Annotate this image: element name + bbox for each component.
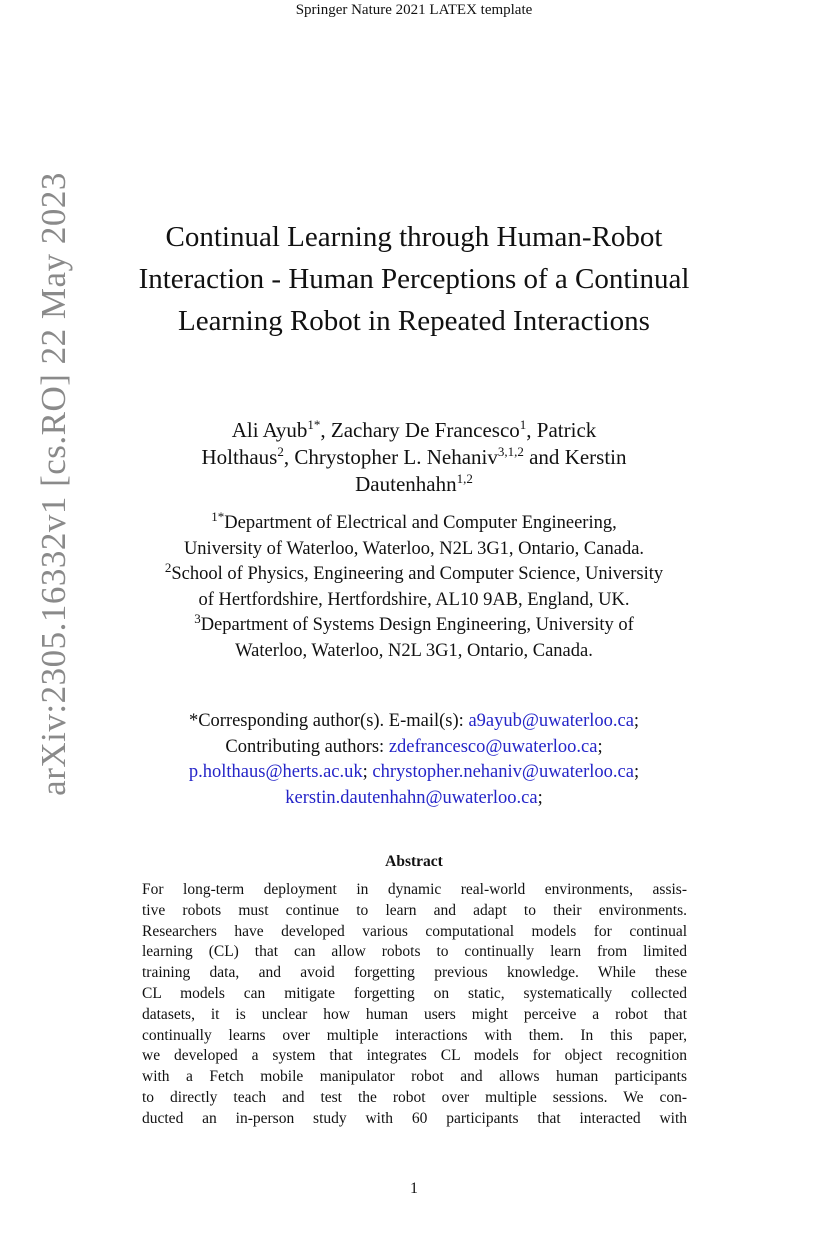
author-name-first: Kerstin bbox=[564, 445, 627, 469]
corresponding-label: *Corresponding author(s). E-mail(s): bbox=[188, 711, 464, 731]
author-affiliation-mark: 1* bbox=[307, 417, 321, 432]
affiliation-line bbox=[100, 613, 728, 639]
affiliation-line bbox=[100, 537, 728, 563]
author-affiliation-mark: 1,2 bbox=[456, 471, 473, 486]
abstract-line: tive robots must continue to learn and adapt to their environments. bbox=[142, 901, 687, 919]
affiliation-mark: 2 bbox=[164, 560, 172, 576]
author-name: Chrystopher L. Nehaniv bbox=[294, 445, 498, 469]
abstract-line: datasets, it is unclear how human users might perceive a robot that bbox=[142, 1005, 687, 1023]
corresponding-email-link[interactable]: a9ayub@uwaterloo.ca bbox=[468, 711, 634, 731]
abstract-line: ducted an in-person study with 60 participants that interacted with bbox=[142, 1109, 687, 1127]
affiliation-text: Department of Systems Design Engineering, University of bbox=[200, 615, 634, 636]
author-affiliation-mark: 2 bbox=[277, 444, 284, 459]
abstract-line: continually learns over multiple interactions with them. In this paper, bbox=[142, 1026, 687, 1044]
abstract-heading: Abstract bbox=[385, 853, 443, 870]
arxiv-identifier: arXiv:2305.16332v1 [cs.RO] 22 May 2023 bbox=[34, 172, 73, 796]
contributing-label: Contributing authors: bbox=[225, 736, 385, 757]
abstract-line: CL models can mitigate forgetting on static, systematically collected bbox=[142, 984, 687, 1002]
author-name-last: Holthaus bbox=[201, 445, 278, 469]
abstract-body bbox=[142, 880, 687, 1130]
contributing-email-link[interactable]: zdefrancesco@uwaterloo.ca bbox=[388, 736, 598, 757]
abstract-line: Researchers have developed various computational models for continual bbox=[142, 922, 687, 940]
affiliation-line bbox=[100, 639, 728, 665]
affiliation-text: Waterloo, Waterloo, N2L 3G1, Ontario, Canada. bbox=[235, 640, 593, 661]
affiliation-mark: 1* bbox=[211, 508, 225, 524]
author-name-last: Dautenhahn bbox=[355, 472, 457, 496]
affiliation-mark: 3 bbox=[194, 611, 201, 627]
abstract-line: training data, and avoid forgetting previous knowledge. While these bbox=[142, 964, 687, 982]
affiliation-line bbox=[100, 508, 728, 537]
abstract-line: learning (CL) that can allow robots to continually learn from limited bbox=[142, 943, 687, 961]
contributing-email-link[interactable]: chrystopher.nehaniv@uwaterloo.ca bbox=[372, 762, 634, 783]
affiliation-text: School of Physics, Engineering and Computer Science, University bbox=[171, 564, 664, 585]
contributing-email-link[interactable]: p.holthaus@herts.ac.uk bbox=[188, 762, 363, 783]
author-name: Ali Ayub bbox=[231, 418, 308, 442]
affiliation-text: of Hertfordshire, Hertfordshire, AL10 9AB, England, UK. bbox=[198, 589, 630, 610]
affiliation-line bbox=[100, 588, 728, 614]
affiliation-text: Department of Electrical and Computer Engineering, bbox=[224, 513, 617, 533]
abstract-line: to directly teach and test the robot over multiple sessions. We con- bbox=[142, 1088, 687, 1106]
author-name-first: Patrick bbox=[536, 418, 597, 442]
abstract-line: For long-term deployment in dynamic real-world environments, assis- bbox=[142, 881, 687, 898]
abstract-line: we developed a system that integrates CL models for object recognition bbox=[142, 1047, 687, 1065]
contact-info: *Corresponding author(s). E-mail(s): a9ayub@uwaterloo.ca; Contributing authors: zdefrancesco@uwaterloo.ca; p.holthaus@herts.ac.uk; chrystopher.nehaniv@uwaterloo.ca; kerstin.dautenhahn@uwaterloo.ca; bbox=[188, 711, 640, 808]
author-affiliation-mark: 1 bbox=[519, 417, 527, 432]
running-head: Springer Nature 2021 LATEX template bbox=[295, 2, 533, 18]
abstract-line: with a Fetch mobile manipulator robot and allows human participants bbox=[142, 1068, 687, 1086]
author-list: Ali Ayub$^{1*}$, Zachary De Francesco$^1$, Patrick Holthaus$^2$, Chrystopher L. Nehaniv$^{3,1,2}$ and Kerstin Dautenhahn$^{1,2}$ bbox=[201, 417, 627, 496]
page-number: 1 bbox=[410, 1180, 418, 1197]
affiliation-line bbox=[100, 562, 728, 588]
author-name: Zachary De Francesco bbox=[330, 418, 520, 442]
affiliation-list bbox=[100, 508, 728, 665]
paper-title: Continual Learning through Human-Robot Interaction - Human Perceptions of a Continual Learning Robot in Repeated Interactions bbox=[138, 221, 690, 337]
contributing-email-link[interactable]: kerstin.dautenhahn@uwaterloo.ca bbox=[285, 787, 538, 808]
author-affiliation-mark: 3,1,2 bbox=[497, 444, 524, 459]
affiliation-text: University of Waterloo, Waterloo, N2L 3G1, Ontario, Canada. bbox=[183, 538, 645, 559]
